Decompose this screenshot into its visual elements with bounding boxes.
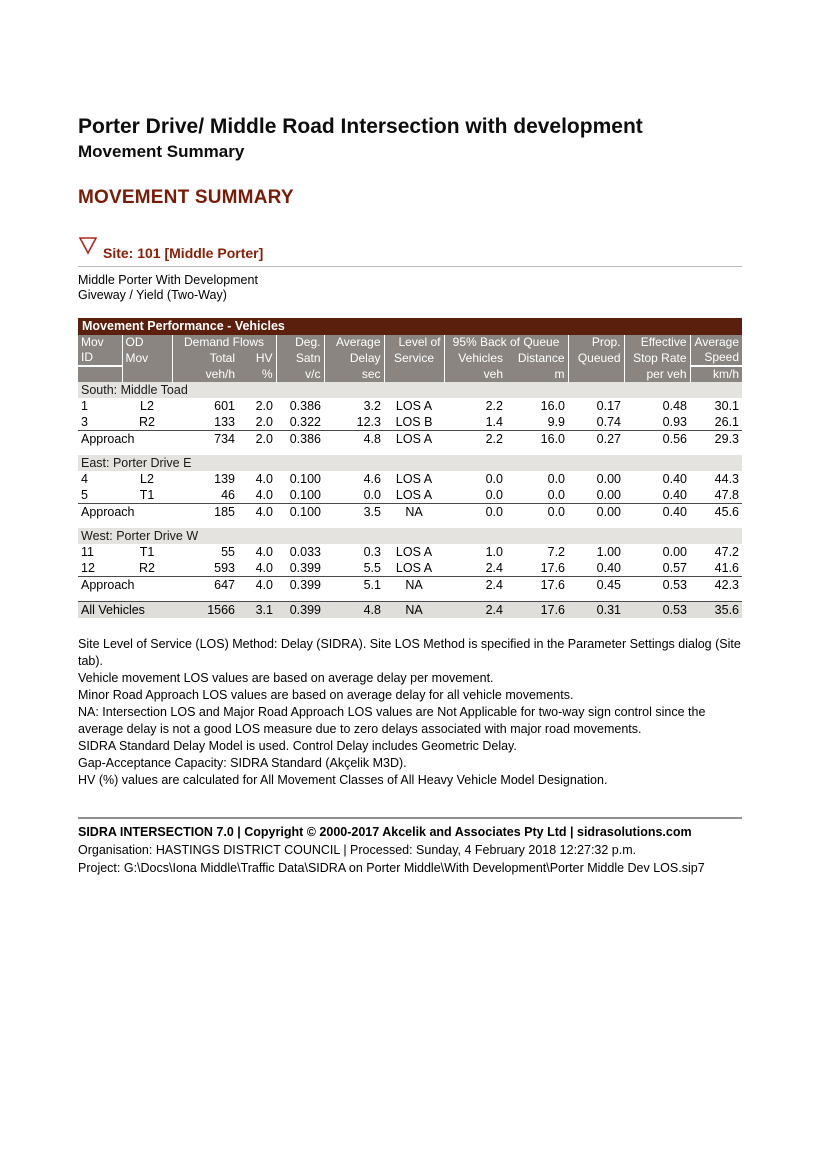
table-cell: LOS A: [395, 561, 433, 576]
table-cell: 7.2: [547, 545, 566, 560]
table-cell: 0.17: [596, 399, 622, 414]
footer-organisation-line: Organisation: HASTINGS DISTRICT COUNCIL | Processed: Sunday, 4 February 2018 12:27:32 p.m.: [78, 843, 637, 858]
table-cell: 12: [81, 561, 95, 576]
table-cell: 0.00: [596, 488, 622, 503]
site-description: [78, 273, 742, 304]
unit-cell: [568, 366, 624, 382]
report-footer: [78, 817, 742, 877]
column-header: Vehicles: [444, 350, 506, 366]
note-line: SIDRA Standard Delay Model is used. Control Delay includes Geometric Delay.: [78, 739, 517, 754]
table-cell: 0.100: [276, 504, 324, 521]
table-cell: 1: [81, 399, 88, 414]
table-cell: 0.0: [485, 472, 503, 487]
table-cell: 0.322: [289, 415, 321, 430]
unit-cell: veh: [444, 366, 506, 382]
column-header: Mov: [78, 335, 122, 350]
column-header: Deg.: [276, 335, 324, 350]
table-cell: 2.0: [255, 415, 273, 430]
table-cell: Approach: [78, 431, 172, 448]
table-cell: 0.0: [485, 488, 503, 503]
table-title-banner: Movement Performance - Vehicles: [78, 318, 742, 335]
table-header: [78, 335, 742, 382]
table-cell: LOS A: [395, 399, 433, 414]
gap-cell: [78, 520, 742, 528]
note-line: Site Level of Service (LOS) Method: Delay (SIDRA). Site LOS Method is specified in the Parameter Settings dialog (Site tab).: [78, 637, 741, 669]
table-cell: 185: [172, 504, 238, 521]
site-description-line: Giveway / Yield (Two-Way): [78, 287, 227, 302]
column-header: Distance: [506, 350, 568, 366]
table-cell: 26.1: [714, 415, 740, 430]
table-cell: T1: [139, 488, 155, 503]
table-cell: 45.6: [690, 504, 742, 521]
table-cell: 593: [214, 561, 235, 576]
site-description-line: Middle Porter With Development: [78, 272, 258, 287]
table-cell: 44.3: [714, 472, 740, 487]
approach-row: [78, 431, 742, 448]
table-cell: 0.0: [547, 488, 566, 503]
note-line: HV (%) values are calculated for All Movement Classes of All Heavy Vehicle Model Designation.: [78, 773, 608, 788]
section-header: South: Middle Toad: [78, 382, 742, 398]
table-cell: 4.0: [255, 561, 273, 576]
table-cell: 0.56: [624, 431, 690, 448]
table-cell: 0.93: [662, 415, 688, 430]
triangle-down-outline-icon: [78, 236, 98, 260]
table-cell: 0.53: [624, 577, 690, 594]
table-cell: 2.0: [238, 431, 276, 448]
table-cell: 12.3: [356, 415, 381, 430]
table-cell: 0.27: [568, 431, 624, 448]
table-cell: 0.40: [624, 504, 690, 521]
table-cell: 0.399: [289, 561, 321, 576]
table-cell: 4: [81, 472, 88, 487]
column-header: Prop.: [568, 335, 624, 350]
table-cell: 4.0: [255, 545, 273, 560]
table-body: [78, 382, 742, 618]
table-cell: 47.2: [714, 545, 740, 560]
table-cell: 0.45: [568, 577, 624, 594]
table-cell: NA: [384, 577, 444, 594]
section-header: West: Porter Drive W: [78, 528, 742, 544]
header-row: [78, 350, 742, 366]
table-row: [78, 471, 742, 487]
column-header: Speed: [690, 350, 742, 366]
table-cell: 0.00: [568, 504, 624, 521]
table-cell: LOS A: [395, 545, 433, 560]
note-line: Minor Road Approach LOS values are based on average delay for all vehicle movements.: [78, 688, 574, 703]
unit-cell: %: [238, 366, 276, 382]
table-cell: 0.40: [596, 561, 622, 576]
table-cell: 0.57: [662, 561, 688, 576]
table-cell: 2.2: [444, 431, 506, 448]
movement-summary-heading: MOVEMENT SUMMARY: [78, 186, 294, 208]
section-row: [78, 382, 742, 398]
table-cell: 47.8: [714, 488, 740, 503]
section-row: [78, 455, 742, 471]
table-cell: 9.9: [547, 415, 566, 430]
table-cell: R2: [139, 561, 155, 576]
table-cell: 5.1: [324, 577, 384, 594]
footer-project-line: Project: G:\Docs\Iona Middle\Traffic Data\SIDRA on Porter Middle\With Development\Porter Middle Dev LOS.sip7: [78, 861, 705, 876]
table-cell: 2.0: [255, 399, 273, 414]
note-line: NA: Intersection LOS and Major Road Approach LOS values are Not Applicable for two-way sign control since the average delay is not a good LOS measure due to zero delays associated with major road movements.: [78, 705, 706, 737]
table-cell: 647: [172, 577, 238, 594]
table-row: [78, 487, 742, 504]
all-vehicles-row: [78, 602, 742, 619]
column-header: Service: [384, 350, 444, 366]
table-cell: 1.00: [596, 545, 622, 560]
section-header: East: Porter Drive E: [78, 455, 742, 471]
gap-cell: [78, 447, 742, 455]
table-cell: 0.48: [662, 399, 688, 414]
table-cell: 3.5: [324, 504, 384, 521]
table-cell: 0.31: [568, 602, 624, 619]
table-cell: 17.6: [506, 577, 568, 594]
table-cell: LOS B: [395, 415, 433, 430]
unit-cell: per veh: [624, 366, 690, 382]
divider: [78, 266, 742, 267]
table-cell: 4.0: [255, 488, 273, 503]
column-header: 95% Back of Queue: [444, 335, 568, 350]
table-cell: 3: [81, 415, 88, 430]
page-title: Porter Drive/ Middle Road Intersection with development: [78, 115, 643, 138]
table-cell: 0.399: [276, 602, 324, 619]
table-cell: 16.0: [540, 399, 566, 414]
table-cell: 139: [214, 472, 235, 487]
table-cell: LOS A: [395, 472, 433, 487]
table-cell: NA: [384, 504, 444, 521]
table-cell: LOS A: [384, 431, 444, 448]
table-row: [78, 398, 742, 414]
table-cell: 0.386: [276, 431, 324, 448]
table-cell: 0.100: [289, 488, 321, 503]
table-cell: 55: [221, 545, 235, 560]
table-cell: 0.00: [596, 472, 622, 487]
table-cell: 17.6: [540, 561, 566, 576]
table-cell: 0.399: [276, 577, 324, 594]
column-header: Delay: [324, 350, 384, 366]
table-cell: 16.0: [506, 431, 568, 448]
gap-row: [78, 520, 742, 528]
column-header: Effective: [624, 335, 690, 350]
table-cell: 29.3: [690, 431, 742, 448]
table-cell: 0.386: [289, 399, 321, 414]
section-row: [78, 528, 742, 544]
table-cell: T1: [139, 545, 155, 560]
column-header: Mov: [122, 350, 172, 366]
table-cell: 1566: [172, 602, 238, 619]
table-cell: 30.1: [714, 399, 740, 414]
table-cell: LOS A: [395, 488, 433, 503]
table-cell: 3.2: [363, 399, 381, 414]
column-header: HV: [238, 350, 276, 366]
table-cell: 0.00: [662, 545, 688, 560]
table-row: [78, 414, 742, 431]
table-cell: 41.6: [714, 561, 740, 576]
table-cell: 0.40: [662, 472, 688, 487]
unit-cell: v/c: [276, 366, 324, 382]
unit-cell: km/h: [690, 366, 742, 382]
column-header: Satn: [276, 350, 324, 366]
unit-cell: sec: [324, 366, 384, 382]
table-cell: L2: [140, 399, 154, 414]
approach-row: [78, 504, 742, 521]
gap-row: [78, 447, 742, 455]
table-cell: R2: [139, 415, 155, 430]
gap-cell: [78, 593, 742, 602]
column-header: Demand Flows: [172, 335, 276, 350]
table-cell: L2: [140, 472, 154, 487]
footer-copyright-line: SIDRA INTERSECTION 7.0 | Copyright © 2000-2017 Akcelik and Associates Pty Ltd | sidrasolutions.com: [78, 825, 692, 840]
note-line: Vehicle movement LOS values are based on average delay per movement.: [78, 671, 494, 686]
column-header: Queued: [568, 350, 624, 366]
page-subtitle: Movement Summary: [78, 142, 245, 162]
column-header: ID: [78, 350, 122, 366]
table-cell: 4.8: [324, 602, 384, 619]
table-cell: Approach: [78, 504, 172, 521]
unit-cell: [122, 366, 172, 382]
column-header: Stop Rate: [624, 350, 690, 366]
table-cell: 0.74: [596, 415, 622, 430]
unit-cell: veh/h: [172, 366, 238, 382]
table-cell: 46: [221, 488, 235, 503]
column-header: Average: [690, 335, 742, 350]
table-cell: 1.0: [485, 545, 503, 560]
site-heading: Site: 101 [Middle Porter]: [103, 244, 264, 261]
table-cell: NA: [384, 602, 444, 619]
table-cell: 0.3: [363, 545, 381, 560]
table-cell: 4.8: [324, 431, 384, 448]
table-cell: All Vehicles: [78, 602, 172, 619]
table-cell: 0.100: [289, 472, 321, 487]
approach-row: [78, 577, 742, 594]
table-cell: 42.3: [690, 577, 742, 594]
site-heading-row: [78, 236, 742, 261]
table-cell: 4.0: [238, 504, 276, 521]
table-cell: Approach: [78, 577, 172, 594]
table-cell: 0.0: [506, 504, 568, 521]
table-cell: 2.4: [485, 561, 503, 576]
table-cell: 1.4: [485, 415, 503, 430]
table-row: [78, 560, 742, 577]
table-cell: 133: [214, 415, 235, 430]
table-cell: 0.0: [547, 472, 566, 487]
column-header: Average: [324, 335, 384, 350]
movement-performance-table: [78, 335, 742, 618]
table-cell: 2.4: [444, 602, 506, 619]
unit-cell: m: [506, 366, 568, 382]
table-cell: 2.2: [485, 399, 503, 414]
gap-row: [78, 593, 742, 602]
table-cell: 4.0: [238, 577, 276, 594]
note-line: Gap-Acceptance Capacity: SIDRA Standard (Akçelik M3D).: [78, 756, 407, 771]
table-cell: 0.0: [444, 504, 506, 521]
table-cell: 601: [214, 399, 235, 414]
table-cell: 0.53: [624, 602, 690, 619]
table-cell: 17.6: [506, 602, 568, 619]
table-cell: 734: [172, 431, 238, 448]
table-cell: 0.0: [363, 488, 381, 503]
units-row: [78, 366, 742, 382]
table-cell: 2.4: [444, 577, 506, 594]
footnotes: [78, 636, 742, 789]
table-cell: 3.1: [238, 602, 276, 619]
table-row: [78, 544, 742, 560]
table-cell: 5: [81, 488, 88, 503]
unit-cell: [384, 366, 444, 382]
header-row: [78, 335, 742, 350]
table-cell: 0.033: [289, 545, 321, 560]
table-cell: 5.5: [363, 561, 381, 576]
table-cell: 4.6: [363, 472, 381, 487]
column-header: Level of: [384, 335, 444, 350]
unit-cell: [78, 366, 122, 382]
column-header: OD: [122, 335, 172, 350]
table-cell: 0.40: [662, 488, 688, 503]
table-cell: 35.6: [690, 602, 742, 619]
table-cell: 4.0: [255, 472, 273, 487]
column-header: Total: [172, 350, 238, 366]
table-cell: 11: [81, 545, 94, 560]
